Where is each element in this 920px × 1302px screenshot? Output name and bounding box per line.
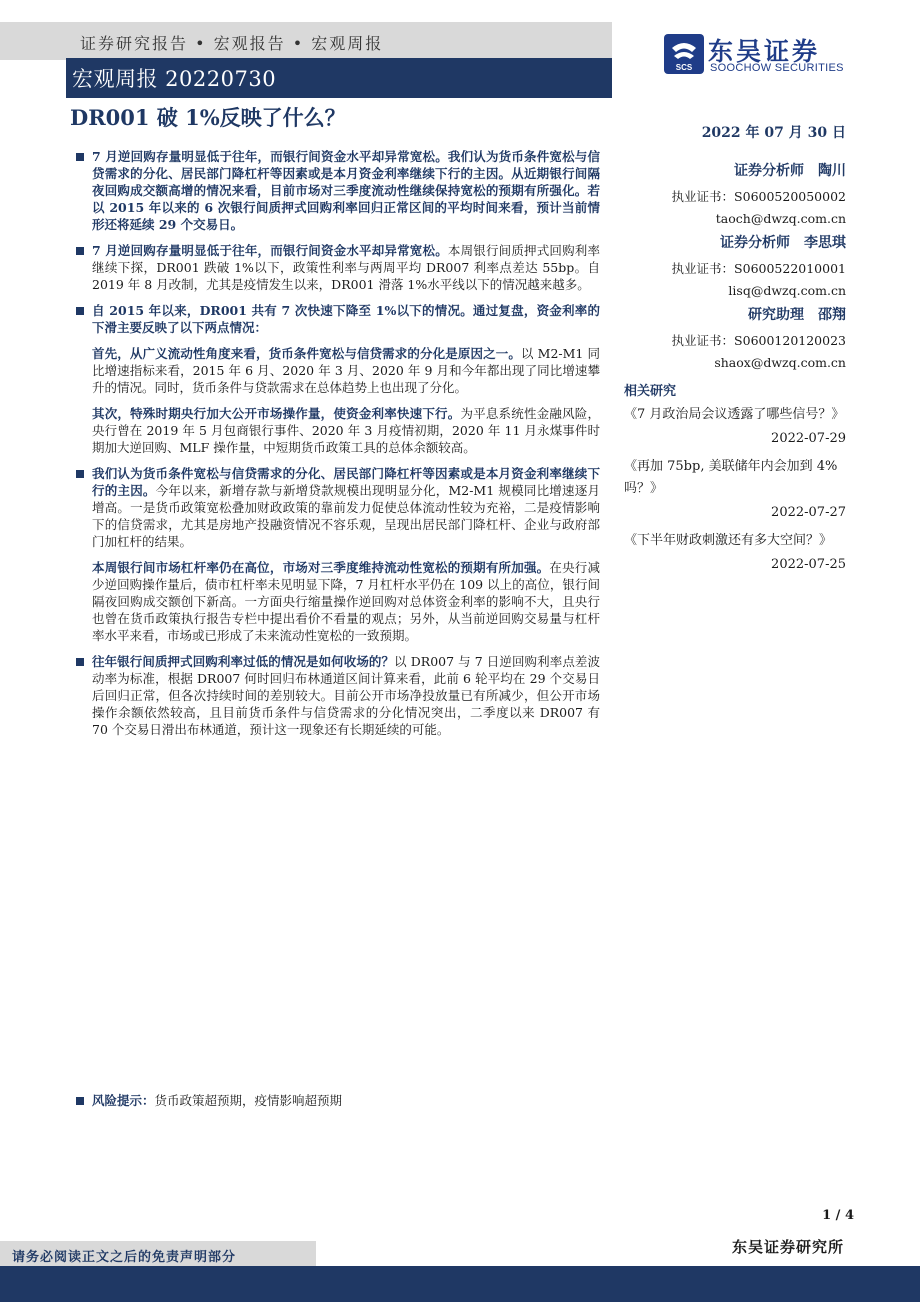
summary-paragraph-8 [74,653,600,738]
paragraph-lead: 我们认为货币条件宽松与信贷需求的分化、居民部门降杠杆等因素或是本月资金利率继续下行的主因。 [92,466,600,498]
square-bullet-icon [76,658,84,666]
paragraph-text: 在央行减少逆回购操作量后，债市杠杆率未见明显下降，7 月杠杆水平仍在 109 以上的高位，银行间隔夜回购成交额创下新高。一方面央行缩量操作逆回购对总体资金利率的影响不大，且央行也曾在货币政策执行报告专栏中提出看价不看量的观点；另外，从当前逆回购交易量与杠杆率水平来看，市场或已形成了未来流动性宽松的一致预期。 [92,560,600,643]
paragraph-text: 本周银行间质押式回购利率继续下探，DR001 跌破 1%以下，政策性利率与两周平均 DR007 利率点差达 55bp。自 2019 年 8 月改制，尤其是疫情发生以来，DR001 滑落 1%水平线以下的情况越来越多。 [92,243,600,292]
analyst-role: 证券分析师 李思琪 [720,235,846,251]
related-date: 2022-07-27 [771,505,846,520]
paragraph-lead: 本周银行间市场杠杆率仍在高位，市场对三季度维持流动性宽松的预期有所加强。 [92,560,550,575]
square-bullet-icon [76,470,84,478]
disclaimer-text[interactable]: 请务必阅读正文之后的免责声明部分 [12,1250,237,1265]
square-bullet-icon [76,247,84,255]
paragraph-lead: 首先，从广义流动性角度来看，货币条件宽松与信贷需求的分化是原因之一。 [92,346,521,361]
analyst-email[interactable]: lisq@dwzq.com.cn [728,283,846,298]
brand-logo [664,34,864,78]
summary-paragraph-6 [74,465,600,550]
summary-paragraph-5 [74,405,600,456]
firm-name-footer: 东吴证券研究所 [731,1238,844,1256]
paragraph-lead: 7 月逆回购存量明显低于往年，而银行间资金水平却异常宽松。 [92,243,448,258]
footer-navy-band [0,1266,920,1302]
square-bullet-icon [76,1097,84,1105]
summary-paragraph-3 [74,302,600,336]
analyst-panel [616,160,846,376]
paragraph-text: 以 DR007 与 7 日逆回购利率点差波动率为标准，根据 DR007 何时回归布林通道区间计算来看，此前 6 轮平均在 29 个交易日后回归正常，但各次持续时间的差别较大。目前公开市场净投放量已有所减少，但公开市场操作余额依然较高，且目前货币条件与信贷需求的分化情况突出，二季度以来 DR007 有 70 个交易日滑出布林通道，预计这一现象还有长期延续的可能。 [92,654,600,737]
analyst-role: 证券分析师 陶川 [734,163,846,179]
paragraph-lead: 7 月逆回购存量明显低于往年，而银行间资金水平却异常宽松。我们认为货币条件宽松与信贷需求的分化、居民部门降杠杆等因素或是本月资金利率继续下行的主因。从近期银行间隔夜回购成交额高增的情况来看，目前市场对三季度流动性继续保持宽松的预期有所强化。若以 2015 年以来的 6 次银行间质押式回购利率回归正常区间的平均时间来看，预计当前情形还将延续 29 个交易日。 [92,149,600,232]
scs-logo-icon [664,34,704,74]
analyst-entry [616,232,846,302]
report-category: 证券研究报告 • 宏观报告 • 宏观周报 [80,34,384,53]
related-title[interactable]: 《下半年财政刺激还有多大空间？》 [624,533,833,548]
analyst-email[interactable]: shaox@dwzq.com.cn [714,355,846,370]
related-date: 2022-07-25 [771,557,846,572]
related-date: 2022-07-29 [771,431,846,446]
related-title[interactable]: 《再加 75bp, 美联储年内会加到 4%吗？》 [624,459,838,496]
logo-mark-text: SCS [675,63,693,72]
analyst-cert: 执业证书：S0600522010001 [671,261,846,276]
related-item[interactable] [624,530,846,576]
paragraph-text: 以 M2-M1 同比增速指标来看，2015 年 6 月、2020 年 3 月、2020 年 9 月和今年都出现了同比增速攀升的情况。同时，货币条件与贷款需求在总体趋势上也出现了分化。 [92,346,600,395]
analyst-entry [616,304,846,374]
report-date: 2022 年 07 月 30 日 [701,125,846,141]
paragraph-lead: 往年银行间质押式回购利率过低的情况是如何收场的？ [92,654,395,669]
summary-paragraph-4 [74,345,600,396]
paragraph-text: 今年以来，新增存款与新增贷款规模出现明显分化，M2-M1 规模同比增速逐月增高。一是货币政策宽松叠加财政政策的靠前发力促使总体流动性较为充裕，二是疫情影响下的信贷需求，尤其是房地产投融资情况不容乐观，呈现出居民部门降杠杆、企业与政府部门加杠杆的结果。 [92,483,600,549]
related-title[interactable]: 《7 月政治局会议透露了哪些信号？》 [624,407,845,422]
main-body [74,148,600,747]
logo-chinese-name: 东吴证券 [708,37,821,66]
risk-lead: 风险提示： [92,1093,155,1108]
summary-paragraph-2 [74,242,600,293]
analyst-email[interactable]: taoch@dwzq.com.cn [715,211,846,226]
related-research-list [624,404,846,582]
analyst-role: 研究助理 邵翔 [748,307,846,323]
summary-paragraph-7 [74,559,600,644]
square-bullet-icon [76,153,84,161]
risk-warning [74,1092,600,1109]
report-series: 宏观周报 20220730 [72,67,277,91]
analyst-cert: 执业证书：S0600520050002 [671,189,846,204]
risk-text: 货币政策超预期，疫情影响超预期 [154,1093,343,1108]
logo-english-name: SOOCHOW SECURITIES [710,62,844,74]
paragraph-lead: 其次，特殊时期央行加大公开市场操作量，使资金利率快速下行。 [92,406,461,421]
document-title: DR001 破 1%反映了什么？ [70,105,346,130]
related-item[interactable] [624,456,846,524]
analyst-cert: 执业证书：S0600120120023 [671,333,846,348]
related-item[interactable] [624,404,846,450]
analyst-entry [616,160,846,230]
square-bullet-icon [76,307,84,315]
summary-paragraph-1 [74,148,600,233]
paragraph-lead: 自 2015 年以来，DR001 共有 7 次快速下降至 1%以下的情况。通过复盘，资金利率的下滑主要反映了以下两点情况： [92,303,600,335]
paragraph-text: 为平息系统性金融风险，央行曾在 2019 年 5 月包商银行事件、2020 年 3 月疫情初期，2020 年 11 月永煤事件时期加大逆回购、MLF 操作量，中短期货币政策工具的总体余额较高。 [92,406,600,455]
related-research-heading: 相关研究 [624,384,677,399]
page-number: 1 / 4 [822,1208,854,1223]
